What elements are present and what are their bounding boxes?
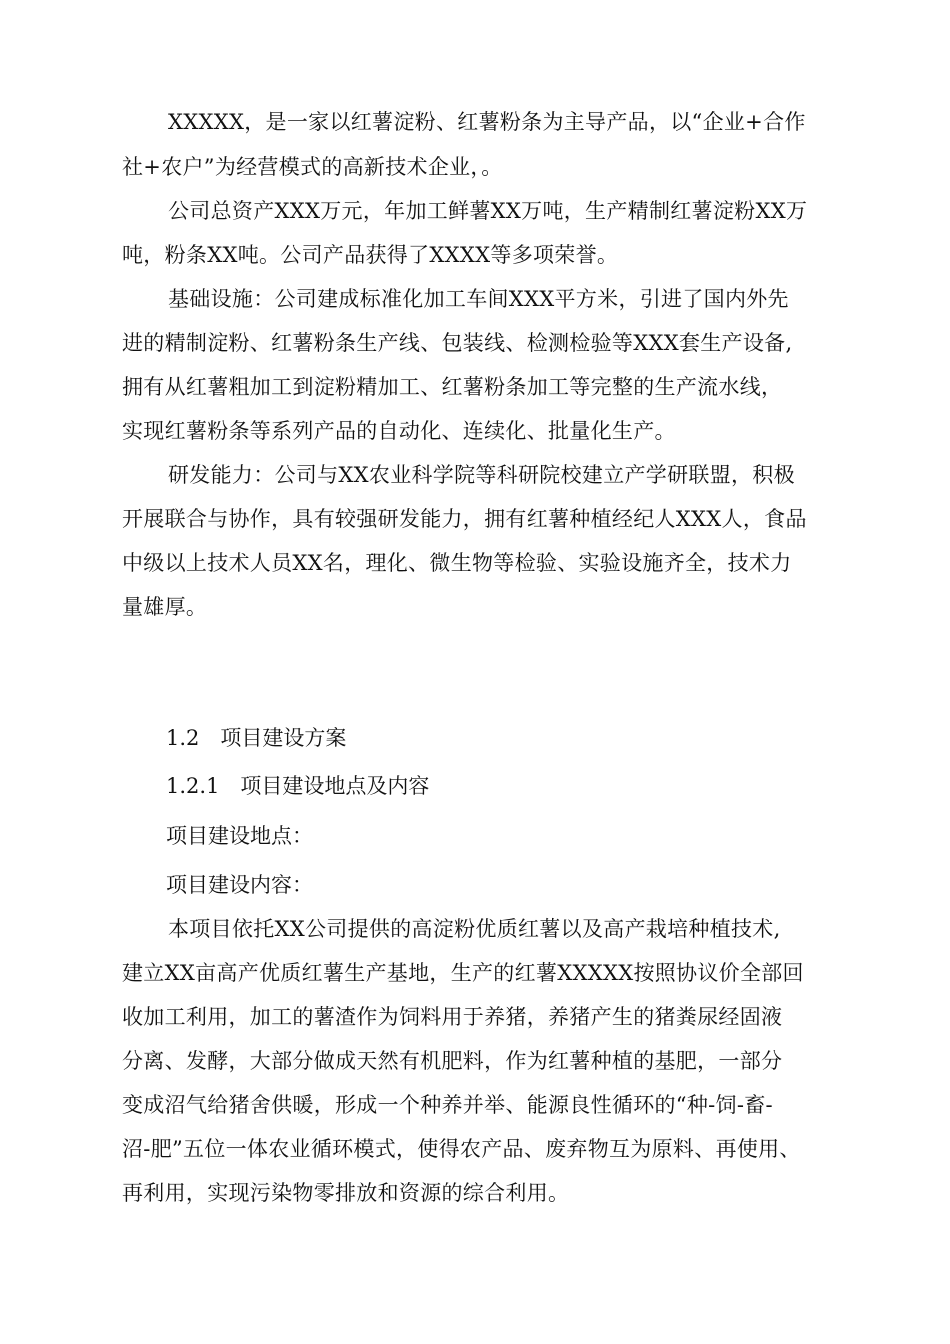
paragraph-project-line-1: 本项目依托XX公司提供的高淀粉优质红薯以及高产栽培种植技术, — [168, 917, 781, 941]
paragraph-rnd-line-4: 量雄厚。 — [122, 595, 208, 619]
paragraph-assets-line-2: 吨，粉条XX吨。公司产品获得了XXXX等多项荣誉。 — [122, 243, 619, 267]
paragraph-infrastructure-line-2: 进的精制淀粉、红薯粉条生产线、包装线、检测检验等XXX套生产设备, — [122, 331, 793, 355]
paragraph-infrastructure-line-3: 拥有从红薯粗加工到淀粉精加工、红薯粉条加工等完整的生产流水线， — [122, 375, 783, 399]
paragraph-project-line-5: 变成沼气给猪舍供暖，形成一个种养并举、能源良性循环的“种-饲-畜- — [122, 1093, 773, 1117]
section-heading-1-2-1: 1.2.1 项目建设地点及内容 — [166, 774, 430, 798]
paragraph-project-line-7: 再利用，实现污染物零排放和资源的综合利用。 — [122, 1181, 570, 1205]
paragraph-project-line-6: 沼-肥”五位一体农业循环模式，使得农产品、废弃物互为原料、再使用、 — [122, 1137, 801, 1161]
paragraph-rnd-line-3: 中级以上技术人员XX名，理化、微生物等检验、实验设施齐全，技术力 — [122, 551, 792, 575]
paragraph-infrastructure-line-4: 实现红薯粉条等系列产品的自动化、连续化、批量化生产。 — [122, 419, 676, 443]
content-label: 项目建设内容： — [166, 873, 313, 897]
paragraph-assets-line-1: 公司总资产XXX万元，年加工鲜薯XX万吨，生产精制红薯淀粉XX万 — [168, 199, 808, 223]
paragraph-project-line-2: 建立XX亩高产优质红薯生产基地，生产的红薯XXXXX按照协议价全部回 — [122, 961, 804, 985]
paragraph-rnd-line-2: 开展联合与协作，具有较强研发能力，拥有红薯种植经纪人XXX人，食品 — [122, 507, 807, 531]
paragraph-company-intro-line-2: 社+农户”为经营模式的高新技术企业，。 — [122, 155, 503, 179]
location-label: 项目建设地点： — [166, 824, 313, 848]
paragraph-infrastructure-line-1: 基础设施：公司建成标准化加工车间XXX平方米，引进了国内外先 — [168, 287, 789, 311]
paragraph-project-line-3: 收加工利用，加工的薯渣作为饲料用于养猪，养猪产生的猪粪尿经固液 — [122, 1005, 783, 1029]
paragraph-company-intro-line-1: XXXXX，是一家以红薯淀粉、红薯粉条为主导产品，以“企业+合作 — [168, 110, 806, 134]
section-heading-1-2: 1.2 项目建设方案 — [166, 726, 347, 750]
paragraph-rnd-line-1: 研发能力：公司与XX农业科学院等科研院校建立产学研联盟，积极 — [168, 463, 795, 487]
paragraph-project-line-4: 分离、发酵，大部分做成天然有机肥料，作为红薯种植的基肥，一部分 — [122, 1049, 783, 1073]
